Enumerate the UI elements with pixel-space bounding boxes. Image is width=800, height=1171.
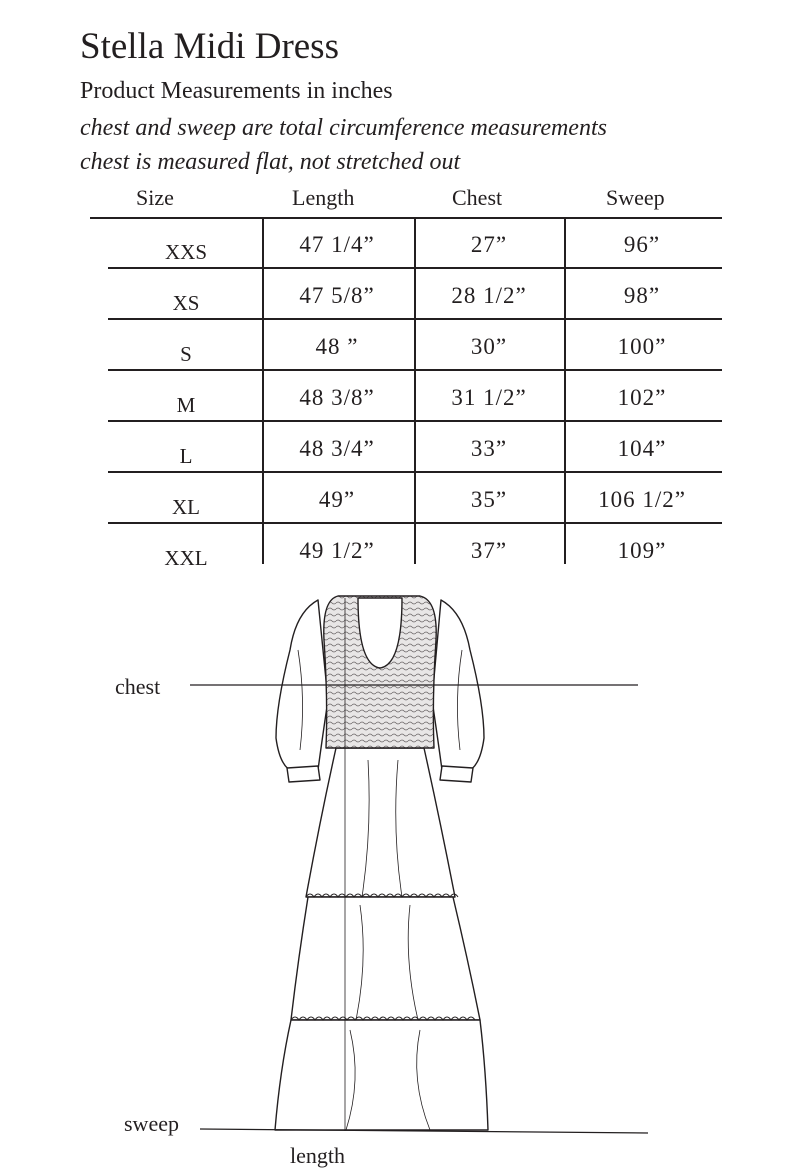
table-cell-length: 48 3/8”: [299, 385, 375, 410]
table-cell-sweep: 100”: [617, 334, 667, 359]
note-circumference: chest and sweep are total circumference measurements: [80, 115, 607, 141]
table-cell-length: 47 1/4”: [299, 232, 375, 257]
table-cell-sweep: 106 1/2”: [598, 487, 686, 512]
column-header-size: Size: [136, 185, 174, 210]
table-cell-size: XXS: [164, 240, 207, 264]
table-cell-size: S: [180, 342, 192, 366]
column-header-sweep: Sweep: [606, 185, 665, 210]
dress-outline: [275, 596, 488, 1130]
length-label: length: [290, 1143, 345, 1168]
column-header-length: Length: [292, 185, 355, 210]
table-cell-length: 48 ”: [315, 334, 359, 359]
table-cell-size: XL: [172, 495, 200, 519]
table-cell-sweep: 96”: [623, 232, 661, 257]
table-cell-sweep: 109”: [617, 538, 667, 563]
table-cell-length: 49 1/2”: [299, 538, 375, 563]
table-cell-chest: 30”: [470, 334, 508, 359]
table-cell-length: 48 3/4”: [299, 436, 375, 461]
table-cell-length: 49”: [318, 487, 356, 512]
table-cell-sweep: 104”: [617, 436, 667, 461]
table-cell-size: XXL: [164, 546, 208, 570]
skirt-tier-2: [291, 897, 480, 1020]
sweep-label: sweep: [124, 1111, 179, 1136]
note-chest-flat: chest is measured flat, not stretched out: [80, 149, 461, 175]
chest-label: chest: [115, 674, 161, 699]
skirt-tier-1: [306, 748, 455, 897]
skirt-tier-3: [275, 1020, 488, 1130]
table-cell-chest: 27”: [470, 232, 508, 257]
table-cell-chest: 35”: [470, 487, 508, 512]
right-cuff: [440, 766, 473, 782]
table-cell-sweep: 98”: [623, 283, 661, 308]
left-cuff: [287, 766, 320, 782]
table-cell-size: XS: [172, 291, 200, 315]
table-cell-sweep: 102”: [617, 385, 667, 410]
table-cell-chest: 31 1/2”: [451, 385, 527, 410]
page-title: Stella Midi Dress: [80, 26, 339, 67]
table-cell-length: 47 5/8”: [299, 283, 375, 308]
table-cell-chest: 37”: [470, 538, 508, 563]
table-cell-size: L: [179, 444, 193, 468]
page-subtitle: Product Measurements in inches: [80, 78, 393, 104]
table-cell-chest: 28 1/2”: [451, 283, 527, 308]
column-header-chest: Chest: [452, 185, 503, 210]
table-cell-chest: 33”: [470, 436, 508, 461]
table-cell-size: M: [176, 393, 196, 417]
